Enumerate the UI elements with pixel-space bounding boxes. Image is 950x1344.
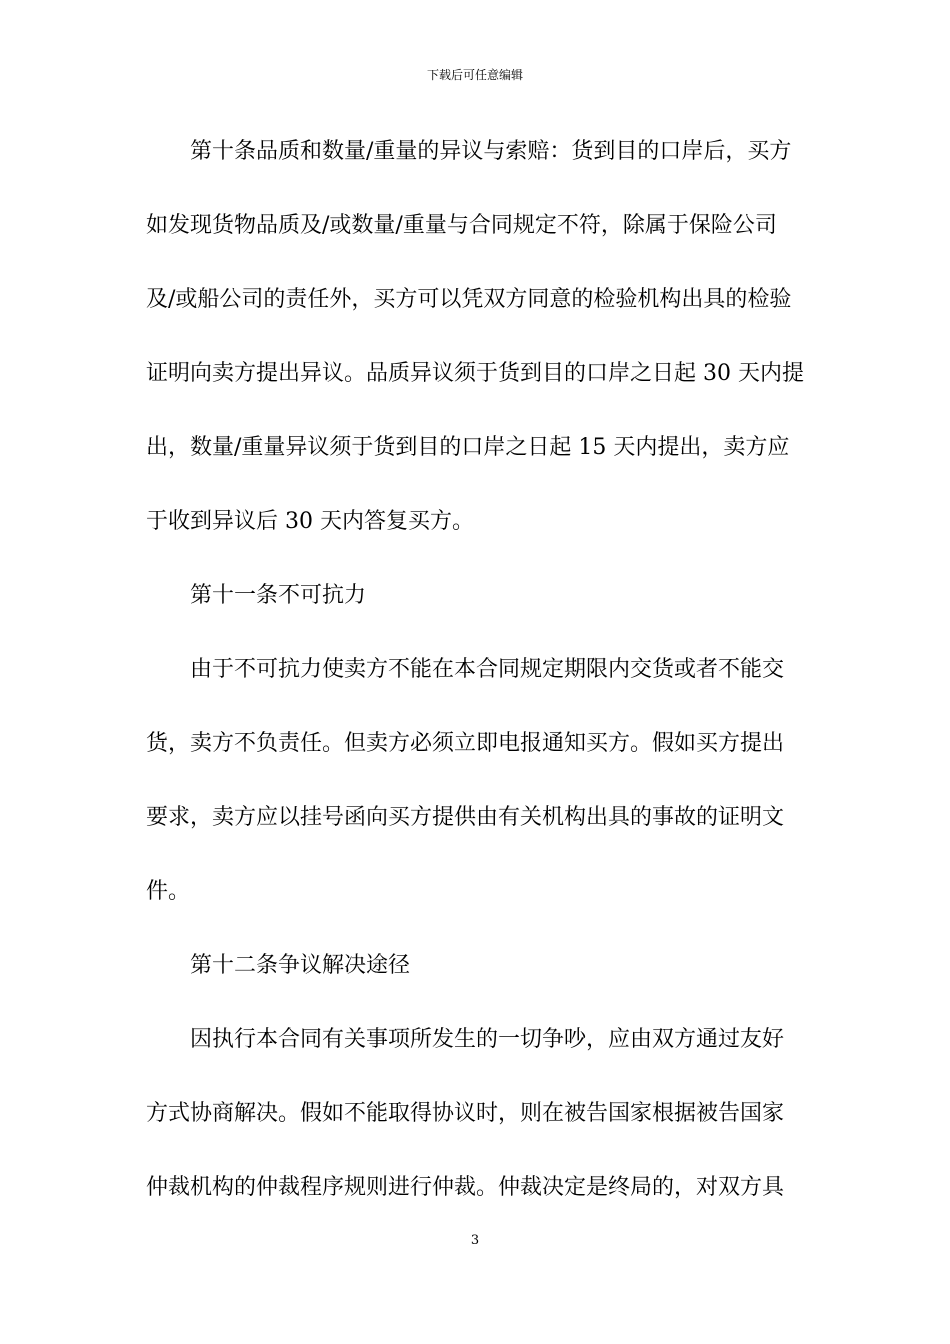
- text-line: 如发现货物品质及/或数量/重量与合同规定不符，除属于保险公司: [146, 213, 777, 238]
- text-line: 要求，卖方应以挂号函向买方提供由有关机构出具的事故的证明文: [146, 805, 785, 830]
- text-line: 于收到异议后 30 天内答复买方。: [146, 509, 474, 534]
- text-line: 证明向卖方提出异议。品质异议须于货到目的口岸之日起 30 天内提: [146, 361, 804, 386]
- document-body: [146, 130, 808, 1240]
- text-line: 仲裁机构的仲裁程序规则进行仲裁。仲裁决定是终局的，对双方具: [146, 1175, 785, 1200]
- text-line: 出，数量/重量异议须于货到目的口岸之日起 15 天内提出，卖方应: [146, 435, 790, 460]
- page-number: 3: [470, 1233, 480, 1248]
- text-line: 及/或船公司的责任外，买方可以凭双方同意的检验机构出具的检验: [146, 287, 792, 312]
- text-line: 由于不可抗力使卖方不能在本合同规定期限内交货或者不能交: [190, 657, 785, 682]
- clause-10-heading-line: 第十条品质和数量/重量的异议与索赔：货到目的口岸后，买方: [190, 139, 792, 164]
- header-note: 下载后可任意编辑: [426, 68, 523, 82]
- text-line: 货，卖方不负责任。但卖方必须立即电报通知买方。假如买方提出: [146, 731, 785, 756]
- text-line: 方式协商解决。假如不能取得协议时，则在被告国家根据被告国家: [146, 1101, 785, 1126]
- clause-12-heading: 第十二条争议解决途径: [190, 953, 411, 978]
- clause-11-heading: 第十一条不可抗力: [190, 583, 367, 608]
- text-line: 件。: [146, 879, 191, 904]
- text-line: 因执行本合同有关事项所发生的一切争吵，应由双方通过友好: [190, 1027, 785, 1052]
